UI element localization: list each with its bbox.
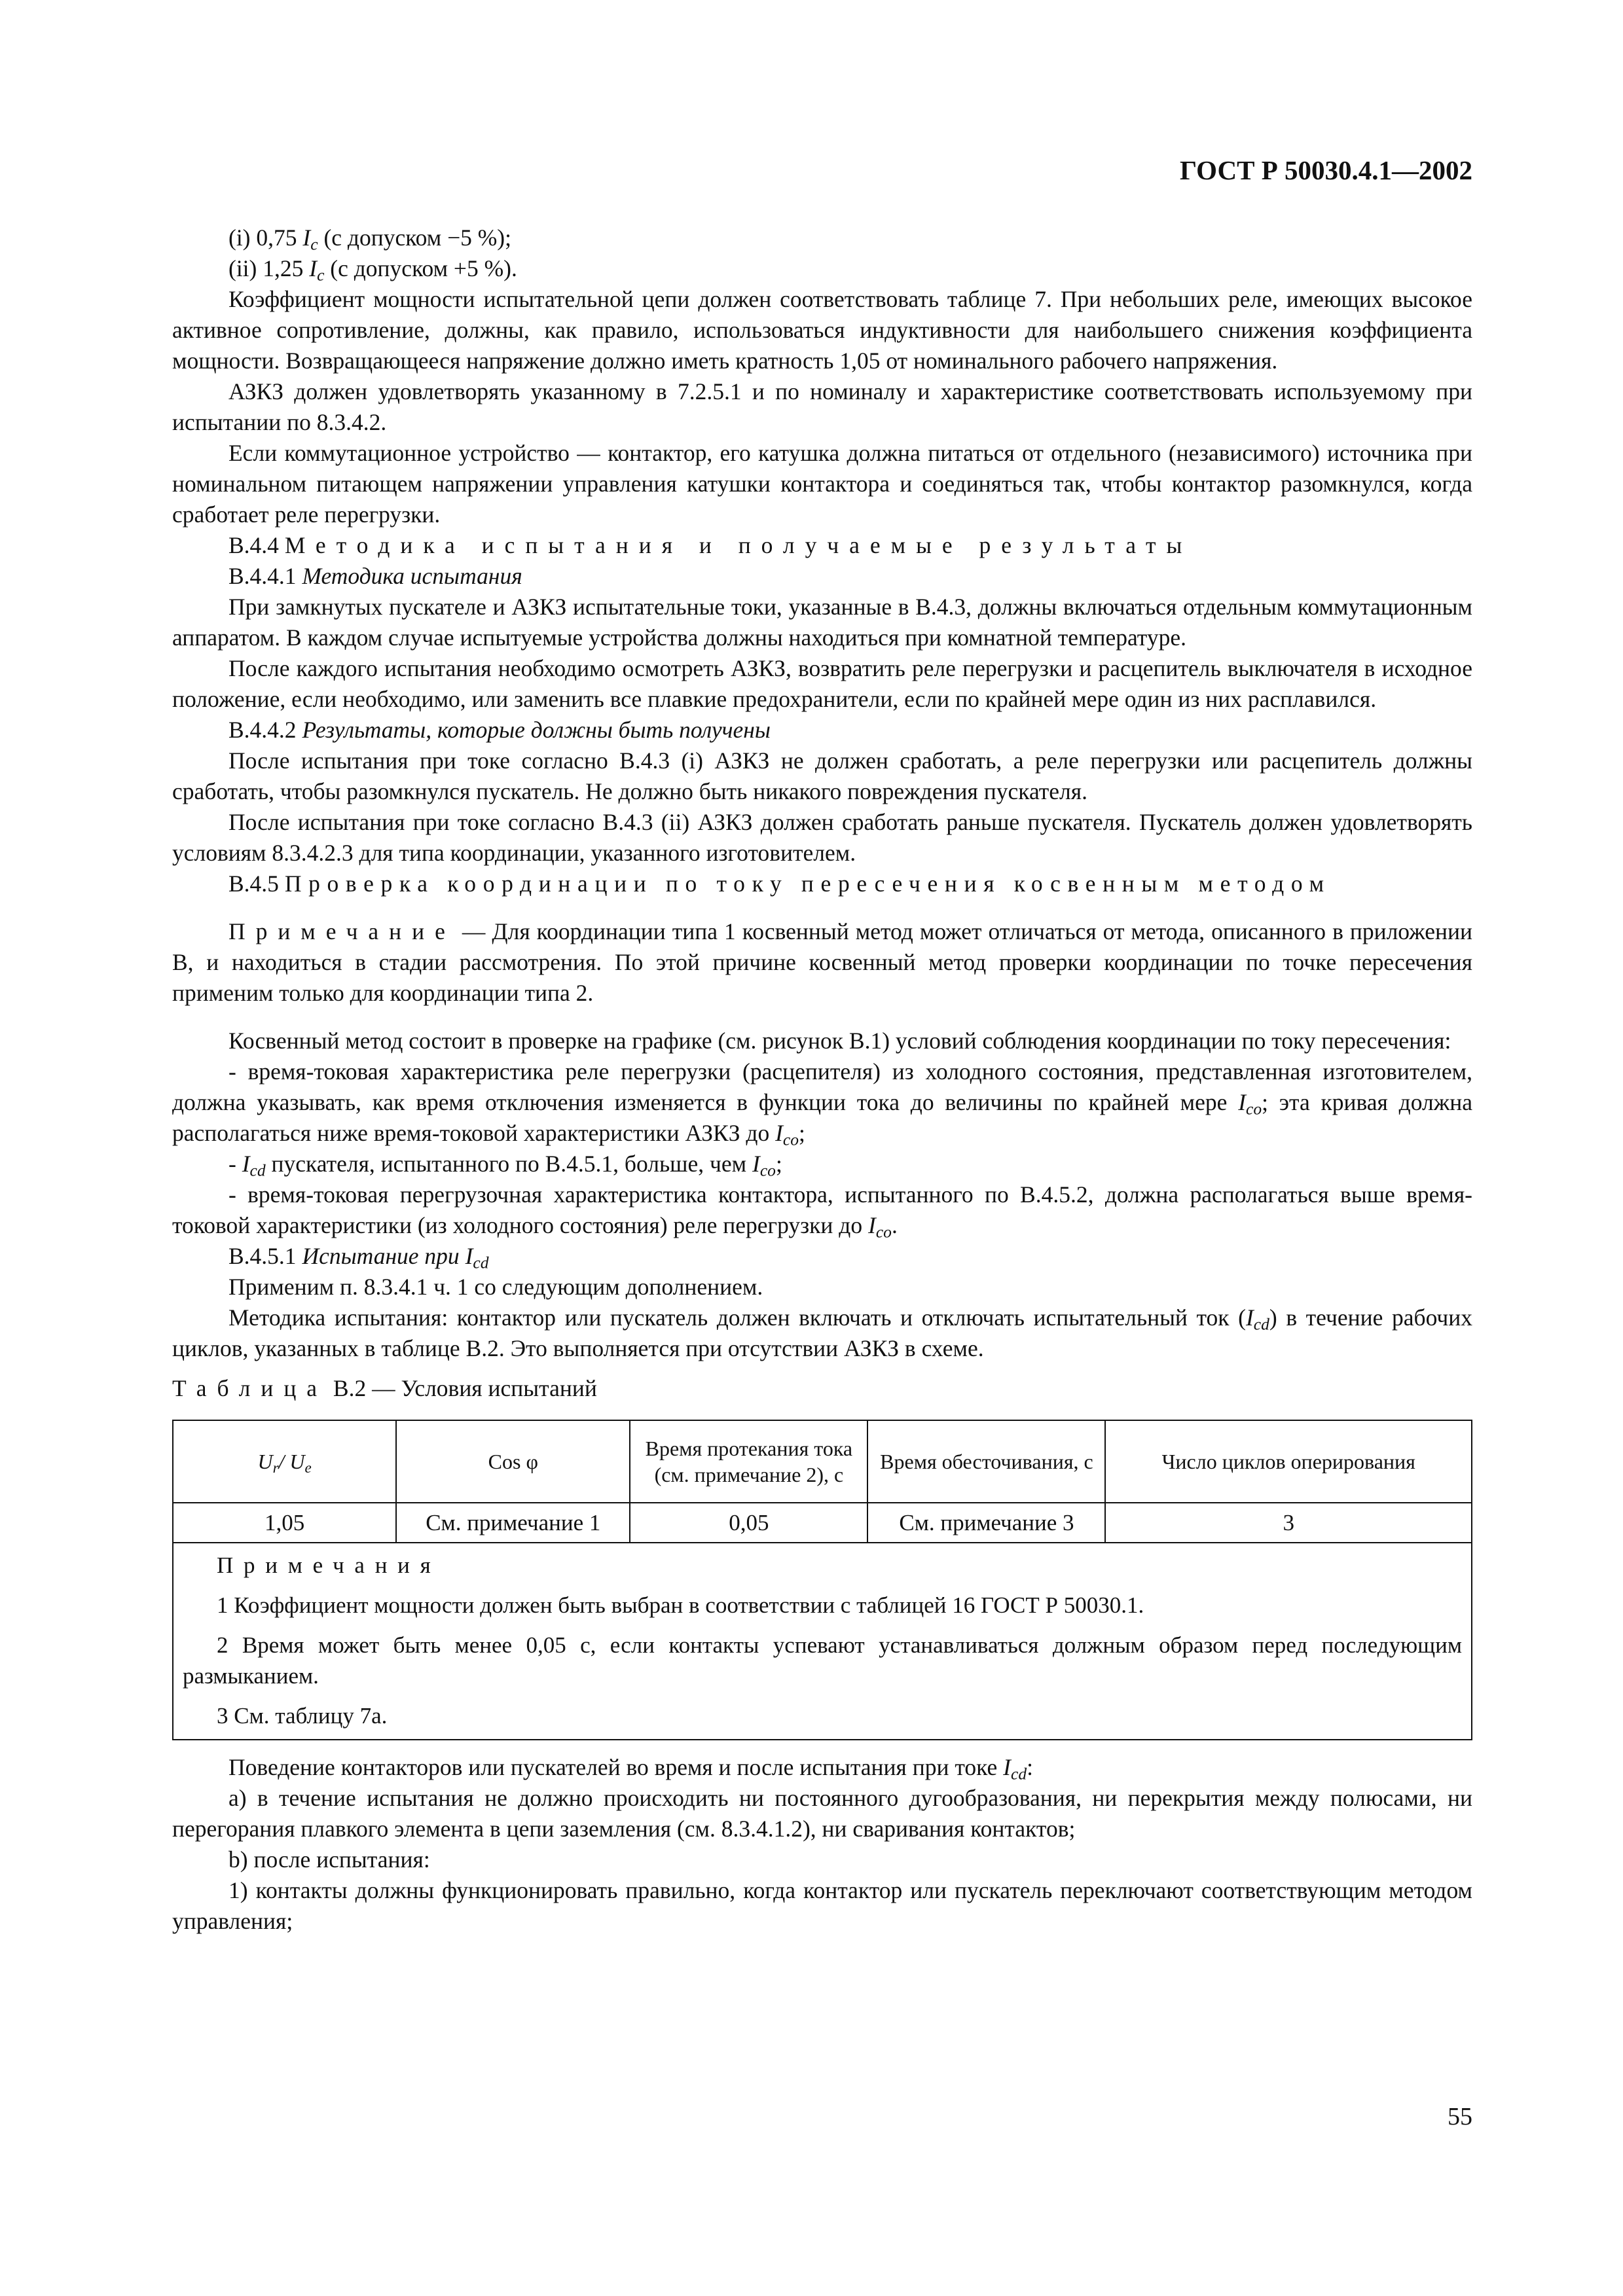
- paragraph: После испытания при токе согласно В.4.3 (i) АЗКЗ не должен сработать, а реле перегрузки или расцепитель должны сработать, чтобы разомкнулся пускатель. Не должно быть никакого повреждения пускателя.: [172, 747, 1472, 804]
- paragraph: Коэффициент мощности испытательной цепи должен соответствовать таблице 7. При небольших реле, имеющих высокое активное сопротивление, должны, как правило, использоваться индуктивности для наибольшего снижения коэффициента мощности. Возвращающееся напряжение должно иметь кратность 1,05 от номинального рабочего напряжения.: [172, 286, 1472, 374]
- paragraph: Методика испытания: контактор или пускатель должен включать и отключать испытательный ток $(I_{cd})$ в течение рабочих циклов, указанных в таблице В.2. Это выполняется при отсутствии АЗКЗ в схеме.: [172, 1304, 1472, 1361]
- section-heading-b44: В.4.4 Методика испытания и получаемые результаты: [228, 532, 1193, 558]
- table-header-cell: Cos φ: [396, 1420, 630, 1503]
- paragraph: АЗКЗ должен удовлетворять указанному в 7.2.5.1 и по номиналу и характеристике соответствовать используемому при испытании по 8.3.4.2.: [172, 378, 1472, 435]
- table-header-cell: Время протекания тока (см. примечание 2), с: [630, 1420, 867, 1503]
- table-header-cell: Число циклов оперирования: [1105, 1420, 1472, 1503]
- table-caption: Таблица В.2 — Условия испытаний: [172, 1375, 597, 1401]
- page-number: 55: [1448, 2103, 1472, 2130]
- paragraph: После испытания при токе согласно В.4.3 (ii) АЗКЗ должен сработать раньше пускателя. Пускатель должен удовлетворять условиям 8.3.4.2.3 для типа координации, указанного изготовителем.: [172, 809, 1472, 866]
- section-heading-b441: В.4.4.1 Методика испытания: [228, 563, 522, 589]
- table-cell: 3: [1105, 1503, 1472, 1543]
- paragraph: Поведение контакторов или пускателей во время и после испытания при токе $I_{cd}$:: [228, 1754, 1033, 1784]
- note: Примечание — Для координации типа 1 косвенный метод может отличаться от метода, описанного в приложении В, и находиться в стадии рассмотрения. По этой причине косвенный метод проверки координации по точке пересечения применим только для координации типа 2.: [172, 918, 1472, 1006]
- paragraph: Применим п. 8.3.4.1 ч. 1 со следующим дополнением.: [228, 1274, 763, 1300]
- section-heading-b442: В.4.4.2 Результаты, которые должны быть получены: [228, 717, 771, 743]
- conditions-table: [172, 1420, 1472, 1740]
- paragraph: 1) контакты должны функционировать правильно, когда контактор или пускатель переключают соответствующим методом управления;: [172, 1877, 1472, 1934]
- paragraph: При замкнутых пускателе и АЗКЗ испытательные токи, указанные в В.4.3, должны включаться отдельным коммутационным аппаратом. В каждом случае испытуемые устройства должны находиться при комнатной температуре.: [172, 594, 1472, 651]
- table-notes: [173, 1543, 1472, 1740]
- paragraph: b) после испытания:: [228, 1846, 430, 1873]
- table-notes-row: [173, 1543, 1472, 1740]
- table-cell: 1,05: [173, 1503, 396, 1543]
- bullet-2: - $I_{cd}$ пускателя, испытанного по В.4.5.1, больше, чем $I_{co}$;: [228, 1151, 782, 1180]
- table-note: 2 Время может быть менее 0,05 с, если контакты успевают устанавливаться должным образом перед последующим размыканием.: [183, 1632, 1462, 1689]
- table-cell: См. примечание 1: [396, 1503, 630, 1543]
- table-note: 3 См. таблицу 7а.: [217, 1703, 388, 1729]
- paragraph: Если коммутационное устройство — контактор, его катушка должна питаться от отдельного (независимого) источника при номинальном питающем напряжении управления катушки контактора и соединяться так, чтобы контактор разомкнулся, когда сработает реле перегрузки.: [172, 440, 1472, 528]
- document-header: ГОСТ Р 50030.4.1—2002: [1180, 155, 1472, 185]
- table-cell: 0,05: [630, 1503, 867, 1543]
- paragraph: a) в течение испытания не должно происходить ни постоянного дугообразования, ни перекрытия между полюсами, ни перегорания плавкого элемента в цепи заземления (см. 8.3.4.1.2), ни сваривания контактов;: [172, 1785, 1472, 1842]
- item-i: (i) 0,75 $I_c$ (с допуском −5 %);: [228, 224, 511, 254]
- bullet-1: - время-токовая характеристика реле перегрузки (расцепителя) из холодного состояния, представленная изготовителем, должна указывать, как время отключения изменяется в функции тока до величины по крайней мере $I_{co}$; эта кривая должна располагаться ниже время-токовой характеристики АЗКЗ до $I_{co}$;: [172, 1058, 1472, 1149]
- table-header-cell: Время обесточивания, с: [867, 1420, 1105, 1503]
- table-header-row: [173, 1420, 1472, 1503]
- paragraph: После каждого испытания необходимо осмотреть АЗКЗ, возвратить реле перегрузки и расцепитель выключателя в исходное положение, если необходимо, или заменить все плавкие предохранители, если по крайней мере один из них расплавился.: [172, 655, 1472, 712]
- item-ii: (ii) 1,25 $I_c$ (с допуском +5 %).: [228, 255, 517, 285]
- table-header-cell: $U_r/$ $U_e$: [173, 1420, 396, 1503]
- section-heading-b451: В.4.5.1 Испытание при $I_{cd}$: [228, 1243, 489, 1272]
- page-body: [172, 223, 1472, 1937]
- table-note: 1 Коэффициент мощности должен быть выбран в соответствии с таблицей 16 ГОСТ Р 50030.1.: [217, 1592, 1144, 1618]
- section-heading-b45: В.4.5 Проверка координации по току пересечения косвенным методом: [228, 870, 1331, 897]
- paragraph: Косвенный метод состоит в проверке на графике (см. рисунок В.1) условий соблюдения координации по току пересечения:: [228, 1028, 1451, 1054]
- table-row: [173, 1503, 1472, 1543]
- table-cell: См. примечание 3: [867, 1503, 1105, 1543]
- bullet-3: - время-токовая перегрузочная характеристика контактора, испытанного по В.4.5.2, должна располагаться выше время-токовой характеристики (из холодного состояния) реле перегрузки до $I_{co}$.: [172, 1181, 1472, 1242]
- notes-title: Примечания: [217, 1552, 441, 1578]
